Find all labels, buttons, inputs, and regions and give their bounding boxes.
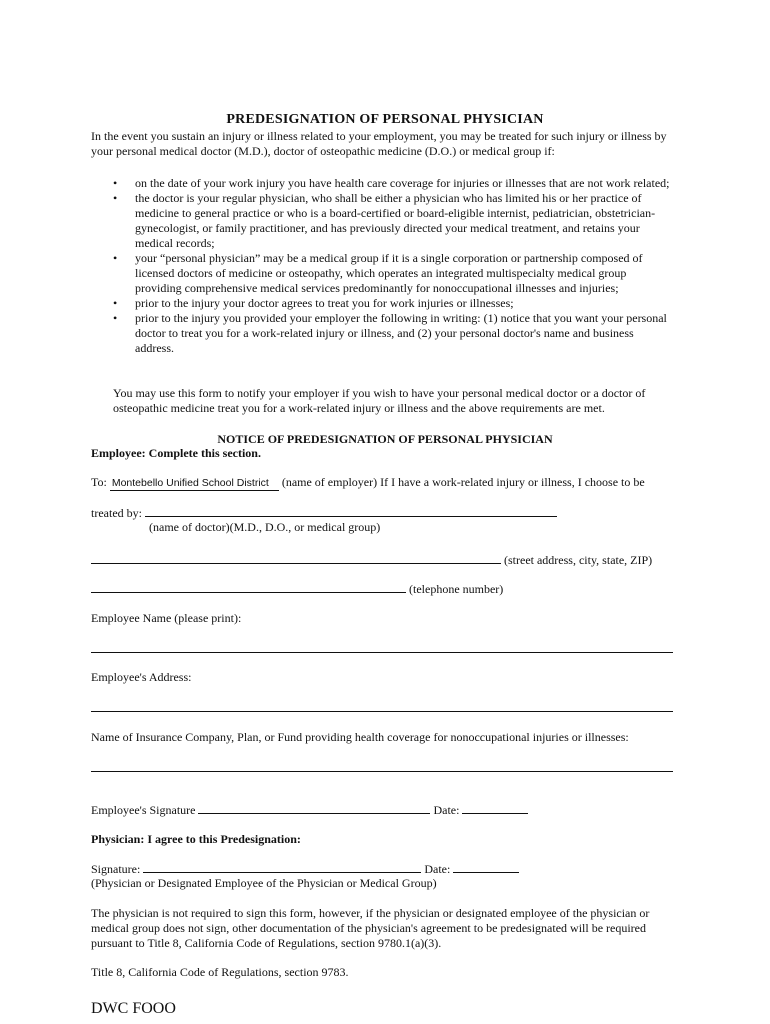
insurance-field[interactable] [91, 771, 673, 772]
physician-note: The physician is not required to sign this form, however, if the physician or designated employee of the physician or medical group does not sign, other documentation of the physician's agreement to be predesignated will be required pursuant to Title 8, California Code of Regulations, section 9780.1(a)(3). [91, 906, 650, 950]
physician-signature-field[interactable] [143, 861, 421, 873]
insurance-label: Name of Insurance Company, Plan, or Fund providing health coverage for nonoccupational injuries or illnesses: [91, 730, 629, 744]
list-item: • on the date of your work injury you have health care coverage for injuries or illnesses that are not work related; [113, 176, 670, 190]
telephone-field[interactable] [91, 581, 406, 593]
employee-address-field[interactable] [91, 711, 673, 712]
street-caption: (street address, city, state, ZIP) [504, 553, 653, 567]
form-title: PREDESIGNATION OF PERSONAL PHYSICIAN [226, 112, 544, 127]
phone-line [91, 581, 503, 597]
employer-line [91, 475, 691, 491]
date-label: Date: [424, 862, 451, 876]
list-item: • your “personal physician” may be a medical group if it is a single corporation or partnership composed of licensed doctors of medicine or osteopathy, which operates an integrated multispecialty medical group providing comprehensive medical services predominantly for nonoccupational illnesses and injuries; [113, 251, 643, 295]
employee-address-label: Employee's Address: [91, 670, 192, 684]
regulation-reference: Title 8, California Code of Regulations, section 9783. [91, 965, 349, 979]
physician-date-field[interactable] [453, 861, 519, 873]
employer-caption: (name of employer) If I have a work-related injury or illness, I choose to be [281, 475, 645, 489]
intro-paragraph: In the event you sustain an injury or illness related to your employment, you may be treated for such injury or illness by your personal medical doctor (M.D.), doctor of osteopathic medicine (D.O.) or medical group if: [91, 129, 667, 158]
employee-name-label: Employee Name (please print): [91, 611, 242, 625]
employee-date-field[interactable] [462, 802, 528, 814]
employee-section-heading: Employee: Complete this section. [91, 446, 261, 460]
signature-label: Signature: [91, 862, 141, 876]
physician-signature-line [91, 861, 519, 877]
list-item: • prior to the injury you provided your employer the following in writing: (1) notice that you want your personal doctor to treat you for a work-related injury or illness, and (2) your personal doctor's name and business address. [113, 311, 667, 355]
bullet-icon: • [113, 251, 118, 265]
employee-name-field[interactable] [91, 652, 673, 653]
treated-by-line [91, 505, 557, 521]
date-label: Date: [433, 803, 460, 817]
conditions-list [113, 176, 673, 356]
employer-name-field[interactable]: Montebello Unified School District [110, 477, 279, 491]
street-line [91, 552, 652, 568]
phone-caption: (telephone number) [409, 582, 504, 596]
notice-heading: NOTICE OF PREDESIGNATION OF PERSONAL PHYSICIAN [217, 432, 553, 446]
bullet-icon: • [113, 311, 118, 325]
physician-heading: Physician: I agree to this Predesignation: [91, 832, 301, 846]
physician-caption: (Physician or Designated Employee of the Physician or Medical Group) [91, 876, 437, 890]
doctor-name-field[interactable] [145, 505, 557, 517]
employee-signature-field[interactable] [198, 802, 430, 814]
bullet-icon: • [113, 191, 118, 205]
to-label: To: [91, 475, 107, 489]
bullet-icon: • [113, 296, 118, 310]
bullet-icon: • [113, 176, 118, 190]
usage-note: You may use this form to notify your employer if you wish to have your personal medical doctor or a doctor of osteopathic medicine treat you for a work-related injury or illness and the above requirements are met. [113, 386, 646, 415]
treated-by-label: treated by: [91, 506, 142, 520]
list-item: • the doctor is your regular physician, who shall be either a physician who has limited his or her practice of medicine to general practice or who is a board-certified or board-eligible internist, pediatrician, obstetrician-gynecologist, or family practitioner, and has previously directed your medical treatment, and retains your medical records; [113, 191, 656, 250]
street-address-field[interactable] [91, 552, 501, 564]
list-item: • prior to the injury your doctor agrees to treat you for work injuries or illnesses; [113, 296, 514, 310]
doctor-caption: (name of doctor)(M.D., D.O., or medical group) [149, 520, 381, 534]
employee-signature-label: Employee's Signature [91, 803, 196, 817]
form-code: DWC FOOO [91, 1000, 176, 1017]
employee-signature-line [91, 802, 528, 818]
